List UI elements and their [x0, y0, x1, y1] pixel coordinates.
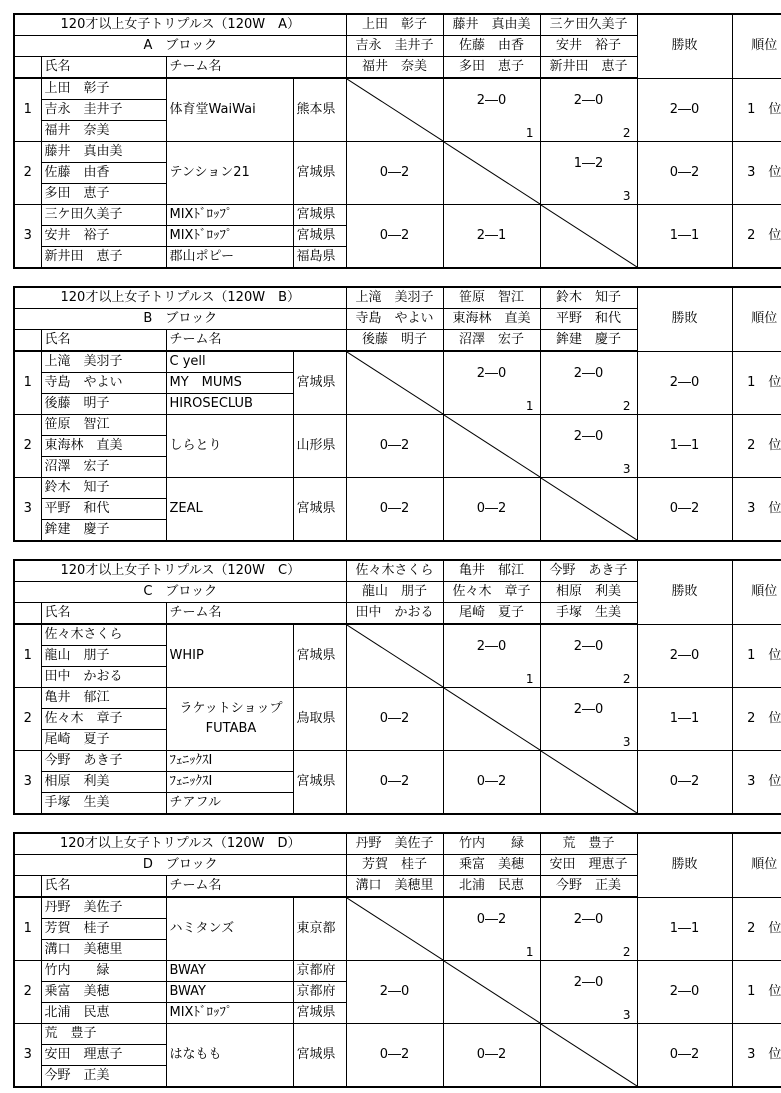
match-result-cell	[540, 897, 637, 961]
match-score: 2―0	[379, 984, 410, 999]
match-result-cell	[443, 351, 540, 415]
prefecture: 宮城県	[293, 1024, 346, 1088]
opponent-name: 藤井 真由美	[443, 14, 540, 36]
match-result-cell	[540, 961, 637, 1024]
team-header: チーム名	[166, 603, 346, 625]
club-cell	[166, 688, 293, 751]
club-cell	[166, 78, 293, 142]
opponent-name: 佐々木 章子	[443, 582, 540, 603]
player-name: 龍山 朋子	[41, 646, 166, 667]
win-loss: 2―0	[637, 961, 732, 1024]
diagonal-line	[541, 478, 637, 540]
win-loss: 1―1	[637, 415, 732, 478]
self-match-cell	[540, 1024, 637, 1088]
match-score: 0―2	[379, 1047, 410, 1062]
match-result-cell	[540, 142, 637, 205]
match-score: 0―2	[379, 711, 410, 726]
prefecture: 福島県	[293, 247, 346, 269]
opponent-name: 今野 正美	[540, 876, 637, 898]
club-name: ZEAL	[169, 501, 203, 516]
rank-header: 順位	[732, 287, 781, 351]
diagonal-stroke	[444, 961, 540, 1023]
club-name: ハミタンズ	[169, 921, 235, 936]
club-name: ラケットショップ	[179, 701, 283, 716]
club-cell	[166, 142, 293, 205]
win-loss: 1―1	[637, 205, 732, 269]
player-name: 鉾建 慶子	[41, 520, 166, 542]
player-name: 芳賀 桂子	[41, 919, 166, 940]
diagonal-stroke	[541, 205, 637, 267]
diagonal-line	[347, 352, 443, 414]
player-name: 藤井 真由美	[41, 142, 166, 163]
opponent-name: 福井 奈美	[346, 57, 443, 79]
self-match-cell	[346, 624, 443, 688]
match-order: 1	[525, 126, 534, 140]
final-rank: 2 位	[732, 688, 781, 751]
diagonal-stroke	[541, 478, 637, 540]
self-match-cell	[346, 897, 443, 961]
club-cell	[166, 478, 293, 542]
final-rank: 1 位	[732, 624, 781, 688]
block-table-a	[13, 13, 781, 269]
diagonal-stroke	[541, 1024, 637, 1086]
self-match-cell	[346, 351, 443, 415]
diagonal-stroke	[444, 415, 540, 477]
club-name: WHIP	[169, 648, 204, 663]
club-name: HIROSECLUB	[166, 394, 293, 415]
self-match-cell	[540, 205, 637, 269]
match-score: 2―0	[476, 93, 507, 108]
team-number: 2	[14, 142, 41, 205]
prefecture: 鳥取県	[293, 688, 346, 751]
win-loss: 2―0	[637, 78, 732, 142]
match-result-cell	[443, 1024, 540, 1088]
opponent-name: 亀井 郁江	[443, 560, 540, 582]
opponent-name: 安田 理恵子	[540, 855, 637, 876]
final-rank: 2 位	[732, 205, 781, 269]
opponent-name: 後藤 明子	[346, 330, 443, 352]
match-order: 3	[622, 189, 631, 203]
name-header: 氏名	[41, 330, 166, 352]
match-result-cell	[540, 688, 637, 751]
match-order: 3	[622, 462, 631, 476]
match-result-cell	[346, 415, 443, 478]
opponent-name: 安井 裕子	[540, 36, 637, 57]
team-number: 3	[14, 478, 41, 542]
player-name: 竹内 緑	[41, 961, 166, 982]
match-score: 0―2	[476, 1047, 507, 1062]
opponent-name: 芳賀 桂子	[346, 855, 443, 876]
block-title: 120才以上女子トリプルス（120W D）	[14, 833, 346, 855]
self-match-cell	[540, 751, 637, 815]
opponent-name: 鈴木 知子	[540, 287, 637, 309]
final-rank: 2 位	[732, 897, 781, 961]
prefecture: 京都府	[293, 961, 346, 982]
player-name: 丹野 美佐子	[41, 897, 166, 919]
match-score: 0―2	[476, 774, 507, 789]
match-order: 1	[525, 399, 534, 413]
club-name: ﾌｪﾆｯｸｽⅠ	[166, 772, 293, 793]
opponent-name: 溝口 美穂里	[346, 876, 443, 898]
club-cell	[166, 897, 293, 961]
team-number: 3	[14, 1024, 41, 1088]
no-header	[14, 330, 41, 352]
club-name: C yell	[166, 351, 293, 373]
opponent-name: 多田 恵子	[443, 57, 540, 79]
player-name: 東海林 直美	[41, 436, 166, 457]
player-name: 三ケ田久美子	[41, 205, 166, 226]
prefecture: 東京都	[293, 897, 346, 961]
prefecture: 宮城県	[293, 351, 346, 415]
opponent-name: 竹内 緑	[443, 833, 540, 855]
block-label: C ブロック	[14, 582, 346, 603]
no-header	[14, 603, 41, 625]
match-result-cell	[540, 415, 637, 478]
prefecture: 宮城県	[293, 624, 346, 688]
club-name: しらとり	[169, 438, 222, 453]
opponent-name: 上田 彰子	[346, 14, 443, 36]
match-result-cell	[346, 142, 443, 205]
self-match-cell	[443, 688, 540, 751]
player-name: 北浦 民恵	[41, 1003, 166, 1024]
wl-header: 勝敗	[637, 833, 732, 897]
club-name: MY MUMS	[166, 373, 293, 394]
team-number: 2	[14, 415, 41, 478]
final-rank: 1 位	[732, 961, 781, 1024]
opponent-name: 佐々木さくら	[346, 560, 443, 582]
diagonal-line	[444, 415, 540, 477]
match-result-cell	[443, 897, 540, 961]
match-score: 2―1	[476, 228, 507, 243]
match-score: 0―2	[379, 774, 410, 789]
diagonal-stroke	[444, 142, 540, 204]
opponent-name: 荒 豊子	[540, 833, 637, 855]
player-name: 佐々木さくら	[41, 624, 166, 646]
team-number: 1	[14, 78, 41, 142]
match-order: 1	[525, 672, 534, 686]
diagonal-line	[347, 625, 443, 687]
team-number: 1	[14, 897, 41, 961]
block-table-d	[13, 832, 781, 1088]
match-score: 2―0	[573, 366, 604, 381]
wl-header: 勝敗	[637, 560, 732, 624]
final-rank: 3 位	[732, 751, 781, 815]
match-score: 2―0	[476, 639, 507, 654]
opponent-name: 三ケ田久美子	[540, 14, 637, 36]
diagonal-line	[444, 961, 540, 1023]
match-score: 0―2	[379, 438, 410, 453]
match-score: 2―0	[573, 975, 604, 990]
player-name: 佐藤 由香	[41, 163, 166, 184]
opponent-name: 上滝 美羽子	[346, 287, 443, 309]
name-header: 氏名	[41, 876, 166, 898]
self-match-cell	[443, 415, 540, 478]
team-header: チーム名	[166, 876, 346, 898]
player-name: 溝口 美穂里	[41, 940, 166, 961]
diagonal-line	[444, 688, 540, 750]
match-result-cell	[443, 478, 540, 542]
wl-header: 勝敗	[637, 287, 732, 351]
match-result-cell	[346, 1024, 443, 1088]
prefecture: 宮城県	[293, 478, 346, 542]
opponent-name: 田中 かおる	[346, 603, 443, 625]
match-result-cell	[346, 751, 443, 815]
player-name: 新井田 恵子	[41, 247, 166, 269]
diagonal-stroke	[444, 688, 540, 750]
match-score: 2―0	[573, 93, 604, 108]
opponent-name: 龍山 朋子	[346, 582, 443, 603]
final-rank: 3 位	[732, 142, 781, 205]
club-name: 体育堂WaiWai	[169, 102, 256, 117]
player-name: 乗富 美穂	[41, 982, 166, 1003]
player-name: 荒 豊子	[41, 1024, 166, 1045]
match-score: 2―0	[573, 702, 604, 717]
club-cell	[166, 1024, 293, 1088]
club-name: BWAY	[166, 982, 293, 1003]
player-name: 上滝 美羽子	[41, 351, 166, 373]
opponent-name: 沼澤 宏子	[443, 330, 540, 352]
diagonal-stroke	[347, 898, 443, 960]
opponent-name: 手塚 生美	[540, 603, 637, 625]
match-score: 2―0	[476, 366, 507, 381]
diagonal-line	[541, 1024, 637, 1086]
club-name: はなもも	[169, 1047, 222, 1062]
player-name: 亀井 郁江	[41, 688, 166, 709]
win-loss: 0―2	[637, 142, 732, 205]
match-result-cell	[540, 624, 637, 688]
no-header	[14, 57, 41, 79]
club-cell	[166, 415, 293, 478]
prefecture: 熊本県	[293, 78, 346, 142]
win-loss: 1―1	[637, 897, 732, 961]
player-name: 後藤 明子	[41, 394, 166, 415]
win-loss: 2―0	[637, 351, 732, 415]
player-name: 安田 理恵子	[41, 1045, 166, 1066]
match-score: 2―0	[573, 429, 604, 444]
diagonal-stroke	[347, 625, 443, 687]
prefecture: 宮城県	[293, 751, 346, 815]
win-loss: 0―2	[637, 751, 732, 815]
block-label: D ブロック	[14, 855, 346, 876]
team-number: 2	[14, 688, 41, 751]
player-name: 鈴木 知子	[41, 478, 166, 499]
no-header	[14, 876, 41, 898]
final-rank: 3 位	[732, 478, 781, 542]
club-name: FUTABA	[205, 721, 257, 736]
match-score: 0―2	[379, 165, 410, 180]
player-name: 相原 利美	[41, 772, 166, 793]
diagonal-stroke	[347, 79, 443, 141]
team-header: チーム名	[166, 330, 346, 352]
rank-header: 順位	[732, 560, 781, 624]
player-name: 福井 奈美	[41, 121, 166, 142]
player-name: 多田 恵子	[41, 184, 166, 205]
diagonal-line	[541, 751, 637, 813]
match-order: 2	[622, 399, 631, 413]
opponent-name: 佐藤 由香	[443, 36, 540, 57]
club-cell	[166, 624, 293, 688]
team-number: 1	[14, 624, 41, 688]
team-number: 1	[14, 351, 41, 415]
diagonal-stroke	[541, 751, 637, 813]
name-header: 氏名	[41, 603, 166, 625]
player-name: 今野 正美	[41, 1066, 166, 1088]
match-result-cell	[443, 624, 540, 688]
prefecture: 宮城県	[293, 142, 346, 205]
final-rank: 3 位	[732, 1024, 781, 1088]
club-name: テンション21	[169, 165, 250, 180]
opponent-name: 新井田 恵子	[540, 57, 637, 79]
self-match-cell	[443, 961, 540, 1024]
player-name: 佐々木 章子	[41, 709, 166, 730]
team-number: 3	[14, 751, 41, 815]
final-rank: 1 位	[732, 78, 781, 142]
club-name: MIXﾄﾞﾛｯﾌﾟ	[166, 1003, 293, 1024]
final-rank: 1 位	[732, 351, 781, 415]
diagonal-line	[444, 142, 540, 204]
opponent-name: 寺島 やよい	[346, 309, 443, 330]
diagonal-line	[347, 79, 443, 141]
match-order: 3	[622, 735, 631, 749]
results-table	[13, 559, 781, 815]
match-order: 3	[622, 1008, 631, 1022]
win-loss: 0―2	[637, 1024, 732, 1088]
player-name: 吉永 圭井子	[41, 100, 166, 121]
block-title: 120才以上女子トリプルス（120W C）	[14, 560, 346, 582]
match-score: 2―0	[573, 912, 604, 927]
match-result-cell	[346, 961, 443, 1024]
match-result-cell	[540, 78, 637, 142]
results-table	[13, 286, 781, 542]
name-header: 氏名	[41, 57, 166, 79]
opponent-name: 相原 利美	[540, 582, 637, 603]
diagonal-stroke	[347, 352, 443, 414]
block-label: A ブロック	[14, 36, 346, 57]
match-score: 0―2	[379, 228, 410, 243]
opponent-name: 平野 和代	[540, 309, 637, 330]
block-table-b	[13, 286, 781, 542]
match-order: 2	[622, 126, 631, 140]
match-score: 0―2	[476, 501, 507, 516]
match-score: 2―0	[573, 639, 604, 654]
club-name: チアフル	[166, 793, 293, 815]
final-rank: 2 位	[732, 415, 781, 478]
team-header: チーム名	[166, 57, 346, 79]
player-name: 上田 彰子	[41, 78, 166, 100]
match-result-cell	[346, 478, 443, 542]
club-name: BWAY	[166, 961, 293, 982]
win-loss: 1―1	[637, 688, 732, 751]
prefecture: 宮城県	[293, 205, 346, 226]
match-score: 1―2	[573, 156, 604, 171]
diagonal-line	[347, 898, 443, 960]
prefecture: 宮城県	[293, 226, 346, 247]
opponent-name: 今野 あき子	[540, 560, 637, 582]
opponent-name: 吉永 圭井子	[346, 36, 443, 57]
match-score: 0―2	[379, 501, 410, 516]
team-number: 2	[14, 961, 41, 1024]
block-title: 120才以上女子トリプルス（120W B）	[14, 287, 346, 309]
self-match-cell	[346, 78, 443, 142]
match-result-cell	[346, 205, 443, 269]
opponent-name: 北浦 民恵	[443, 876, 540, 898]
opponent-name: 乗富 美穂	[443, 855, 540, 876]
team-number: 3	[14, 205, 41, 269]
rank-header: 順位	[732, 14, 781, 78]
opponent-name: 笹原 智江	[443, 287, 540, 309]
club-name: 郡山ポピー	[166, 247, 293, 269]
block-table-c	[13, 559, 781, 815]
match-result-cell	[443, 78, 540, 142]
prefecture: 京都府	[293, 982, 346, 1003]
rank-header: 順位	[732, 833, 781, 897]
win-loss: 2―0	[637, 624, 732, 688]
prefecture: 山形県	[293, 415, 346, 478]
block-label: B ブロック	[14, 309, 346, 330]
match-order: 2	[622, 672, 631, 686]
player-name: 笹原 智江	[41, 415, 166, 436]
player-name: 田中 かおる	[41, 667, 166, 688]
player-name: 手塚 生美	[41, 793, 166, 815]
opponent-name: 丹野 美佐子	[346, 833, 443, 855]
results-table	[13, 13, 781, 269]
opponent-name: 東海林 直美	[443, 309, 540, 330]
player-name: 今野 あき子	[41, 751, 166, 772]
club-name: ﾌｪﾆｯｸｽⅠ	[166, 751, 293, 772]
diagonal-line	[541, 205, 637, 267]
player-name: 沼澤 宏子	[41, 457, 166, 478]
player-name: 寺島 やよい	[41, 373, 166, 394]
player-name: 尾崎 夏子	[41, 730, 166, 751]
match-result-cell	[540, 351, 637, 415]
player-name: 平野 和代	[41, 499, 166, 520]
club-name: MIXﾄﾞﾛｯﾌﾟ	[166, 226, 293, 247]
match-order: 2	[622, 945, 631, 959]
win-loss: 0―2	[637, 478, 732, 542]
block-title: 120才以上女子トリプルス（120W A）	[14, 14, 346, 36]
match-score: 0―2	[476, 912, 507, 927]
match-result-cell	[443, 751, 540, 815]
match-result-cell	[443, 205, 540, 269]
wl-header: 勝敗	[637, 14, 732, 78]
opponent-name: 鉾建 慶子	[540, 330, 637, 352]
results-table	[13, 832, 781, 1088]
player-name: 安井 裕子	[41, 226, 166, 247]
match-order: 1	[525, 945, 534, 959]
match-result-cell	[346, 688, 443, 751]
opponent-name: 尾崎 夏子	[443, 603, 540, 625]
self-match-cell	[443, 142, 540, 205]
prefecture: 宮城県	[293, 1003, 346, 1024]
club-name: MIXﾄﾞﾛｯﾌﾟ	[166, 205, 293, 226]
self-match-cell	[540, 478, 637, 542]
